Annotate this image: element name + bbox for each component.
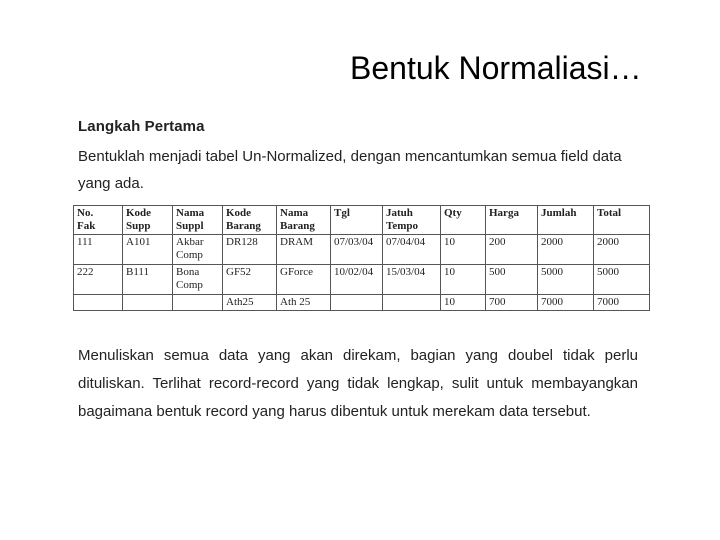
table-cell bbox=[383, 295, 441, 311]
table-cell: GF52 bbox=[223, 265, 277, 295]
header-tgl: Tgl bbox=[331, 206, 383, 235]
table-cell bbox=[123, 295, 173, 311]
table-cell: Ath25 bbox=[223, 295, 277, 311]
table-cell: GForce bbox=[277, 265, 331, 295]
table-cell: 5000 bbox=[538, 265, 594, 295]
header-total: Total bbox=[594, 206, 650, 235]
table-cell bbox=[74, 295, 123, 311]
header-harga: Harga bbox=[486, 206, 538, 235]
table-cell: 07/03/04 bbox=[331, 235, 383, 265]
header-qty: Qty bbox=[441, 206, 486, 235]
header-nama-suppl: Nama Suppl bbox=[173, 206, 223, 235]
table-cell: 10 bbox=[441, 235, 486, 265]
table-cell: 222 bbox=[74, 265, 123, 295]
table-cell: 500 bbox=[486, 265, 538, 295]
table-cell: 2000 bbox=[538, 235, 594, 265]
header-jumlah: Jumlah bbox=[538, 206, 594, 235]
table-cell bbox=[173, 295, 223, 311]
table-cell: A101 bbox=[123, 235, 173, 265]
table-cell: 5000 bbox=[594, 265, 650, 295]
header-no-fak: No. Fak bbox=[74, 206, 123, 235]
header-kode-supp: Kode Supp bbox=[123, 206, 173, 235]
table-cell: Bona Comp bbox=[173, 265, 223, 295]
table-row bbox=[74, 295, 650, 311]
table-cell: DR128 bbox=[223, 235, 277, 265]
unnormalized-table bbox=[73, 205, 650, 311]
table-cell: 07/04/04 bbox=[383, 235, 441, 265]
section-heading: Langkah Pertama bbox=[78, 118, 205, 135]
table-header-row bbox=[74, 206, 650, 235]
document-section bbox=[78, 118, 648, 197]
table-row bbox=[74, 265, 650, 295]
table-row bbox=[74, 235, 650, 265]
header-kode-barang: Kode Barang bbox=[223, 206, 277, 235]
header-nama-barang: Nama Barang bbox=[277, 206, 331, 235]
intro-text: Bentuklah menjadi tabel Un-Normalized, dengan mencantumkan semua field data yang ada. bbox=[78, 148, 622, 192]
table-cell: 200 bbox=[486, 235, 538, 265]
table-cell: 2000 bbox=[594, 235, 650, 265]
explanation-paragraph: Menuliskan semua data yang akan direkam, bagian yang doubel tidak perlu dituliskan. Terlihat record-record yang tidak lengkap, sulit untuk membayangkan bagaimana bentuk record yang harus dibentuk untuk merekam data tersebut. bbox=[78, 347, 638, 420]
table-cell bbox=[331, 295, 383, 311]
header-jatuh-tempo: Jatuh Tempo bbox=[383, 206, 441, 235]
table-cell: 7000 bbox=[538, 295, 594, 311]
table-cell: 10/02/04 bbox=[331, 265, 383, 295]
table-cell: DRAM bbox=[277, 235, 331, 265]
table-cell: 10 bbox=[441, 265, 486, 295]
table-cell: 7000 bbox=[594, 295, 650, 311]
table-cell: 111 bbox=[74, 235, 123, 265]
table-cell: 10 bbox=[441, 295, 486, 311]
table-cell: 700 bbox=[486, 295, 538, 311]
table-cell: Akbar Comp bbox=[173, 235, 223, 265]
table-cell: B111 bbox=[123, 265, 173, 295]
slide-title: Bentuk Normaliasi… bbox=[350, 50, 642, 86]
table-cell: 15/03/04 bbox=[383, 265, 441, 295]
table-cell: Ath 25 bbox=[277, 295, 331, 311]
